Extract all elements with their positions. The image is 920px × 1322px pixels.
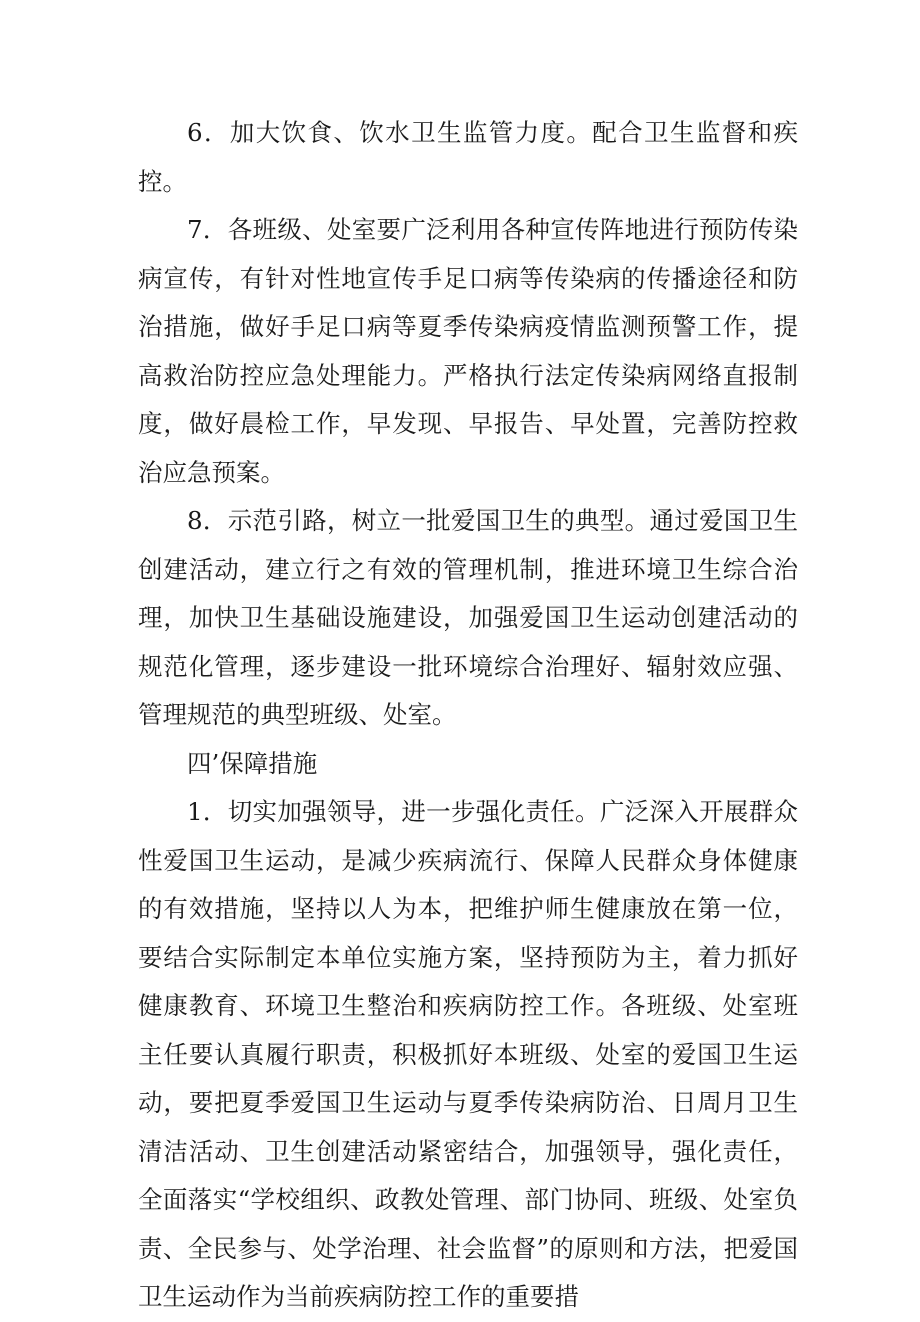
paragraph-item-1: 1．切实加强领导，进一步强化责任。广泛深入开展群众性爱国卫生运动，是减少疾病流行、保障人民群众身体健康的有效措施，坚持以人为本，把维护师生健康放在第一位，要结合实际制定本单位实施方案，坚持预防为主，着力抓好健康教育、环境卫生整治和疾病防控工作。各班级、处室班主任要认真履行职责，积极抓好本班级、处室的爱国卫生运动，要把夏季爱国卫生运动与夏季传染病防治、日周月卫生清洁活动、卫生创建活动紧密结合，加强领导，强化责任，全面落实“学校组织、政教处管理、部门协同、班级、处室负责、全民参与、处学治理、社会监督”的原则和方法，把爱国卫生运动作为当前疾病防控工作的重要措 [138, 797, 798, 1311]
paragraph-item-8: 8．示范引路，树立一批爱国卫生的典型。通过爱国卫生创建活动，建立行之有效的管理机制，推进环境卫生综合治理，加快卫生基础设施建设，加强爱国卫生运动创建活动的规范化管理，逐步建设一批环境综合治理好、辐射效应强、管理规范的典型班级、处室。 [138, 506, 798, 729]
paragraph-item-6: 6．加大饮食、饮水卫生监管力度。配合卫生监督和疾控。 [138, 118, 798, 196]
section-heading-safeguards: 四’保障措施 [187, 748, 318, 778]
document-body [138, 109, 798, 1322]
paragraph-item-7: 7．各班级、处室要广泛利用各种宣传阵地进行预防传染病宣传，有针对性地宣传手足口病等传染病的传播途径和防治措施，做好手足口病等夏季传染病疫情监测预警工作，提高救治防控应急处理能力。严格执行法定传染病网络直报制度，做好晨检工作，早发现、早报告、早处置，完善防控救治应急预案。 [138, 215, 798, 487]
